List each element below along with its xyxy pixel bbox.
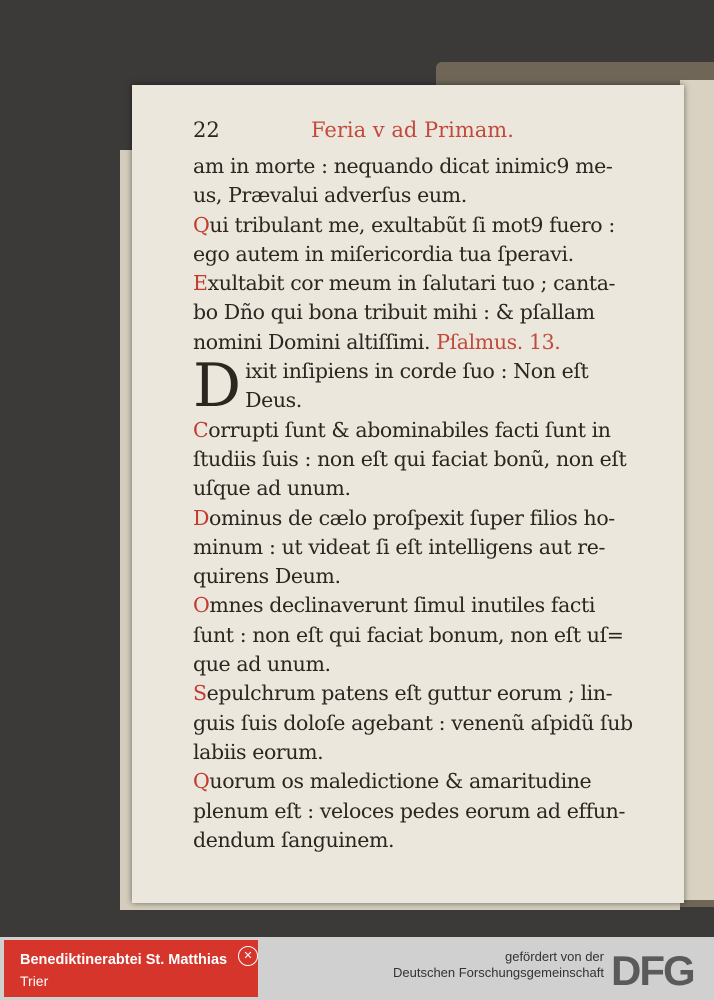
drop-cap-initial: D [193,357,242,416]
psalm-heading-line [193,328,645,357]
verse-text: xultabit cor meum in ſalutari tuo ; canta- [207,271,616,296]
verse-line [193,797,645,826]
verse-text: uſque ad unum. [193,476,351,501]
rubric-initial: D [193,505,210,530]
verse-text: ominus de cælo proſpexit ſuper filios ho- [209,505,615,530]
verse-text: que ad unum. [193,652,331,677]
verse-text: labiis eorum. [193,739,324,764]
verse-line [193,416,645,445]
psalm-title: Pſalmus. 13. [436,329,561,354]
verse-text: quirens Deum. [193,564,341,589]
verse-text: plenum eſt : veloces pedes eorum ad effun- [193,798,626,823]
institution-box [4,940,258,997]
psalm-opening [193,357,645,416]
verse-text: guis ſuis doloſe agebant : venenũ aſpidũ ſub [193,710,633,735]
verse-line [193,679,645,708]
verse-line [193,240,645,269]
institution-logo-icon: ✕ [238,946,258,966]
verse-line [193,533,645,562]
verse-line [193,181,645,210]
book-page-edges [680,80,714,900]
verse-text: minum : ut videat ſi eſt intelligens aut re- [193,534,605,559]
verse-line [193,738,645,767]
rubric-initial: E [193,271,208,296]
rubric-initial: O [193,593,210,618]
dfg-logo [609,943,704,993]
page-header [193,118,645,152]
verse-line [193,269,645,298]
page-text [193,118,645,855]
svg-text:DFG: DFG [611,947,694,993]
page-number: 22 [193,118,220,142]
verse-line [193,504,645,533]
verse-block-2 [193,416,645,855]
verse-line [193,445,645,474]
verse-line: ixit inſipiens in corde ſuo : Non eſt [245,359,589,384]
verse-text: epulchrum patens eſt guttur eorum ; lin- [206,681,613,706]
verse-text: ſtudiis ſuis : non eſt qui faciat bonũ, non eſt [193,446,627,471]
institution-name: Benediktinerabtei St. Matthias [20,952,228,968]
verse-text: orrupti ſunt & abominabiles facti ſunt in [208,417,611,442]
verse-text: mnes declinaverunt ſimul inutiles facti [209,593,596,618]
verse-text: ui tribulant me, exultabũt ſi mot9 fuero : [209,212,615,237]
verse-line [193,591,645,620]
verse-line [193,826,645,855]
verse-text: am in morte : nequando dicat inimic9 me- [193,154,613,178]
funding-line-1: gefördert von der [504,949,604,964]
verse-line: Deus. [245,388,302,413]
verse-line [193,767,645,796]
funding-note [393,949,604,981]
verse-line [193,650,645,679]
verse-line [193,152,645,181]
verse-line [193,709,645,738]
rubric-initial: Q [193,212,210,237]
rubric-initial: C [193,417,209,442]
verse-text: ego autem in miſericordia tua ſperavi. [193,241,574,266]
verse-text: nomini Domini altiſſimi. [193,329,431,354]
verse-line [193,474,645,503]
footer-banner [0,937,714,1000]
verse-line [193,562,645,591]
verse-block-1 [193,152,645,328]
verse-text: uorum os maledictione & amaritudine [209,769,592,794]
funding-line-2: Deutschen Forschungsgemeinschaft [392,965,604,980]
verse-text: us, Prævalui adverſus eum. [193,183,467,208]
verse-text: ſunt : non eſt qui faciat bonum, non eſt uſ= [193,622,624,647]
verse-text: dendum ſanguinem. [193,827,395,852]
verse-line [193,621,645,650]
institution-city: Trier [20,973,49,989]
rubric-initial: S [193,681,207,706]
verse-line [193,211,645,240]
running-head: Feria v ad Primam. [311,118,514,142]
verse-line [193,298,645,327]
verse-text: bo Dño qui bona tribuit mihi : & pſallam [193,300,595,325]
rubric-initial: Q [193,769,210,794]
